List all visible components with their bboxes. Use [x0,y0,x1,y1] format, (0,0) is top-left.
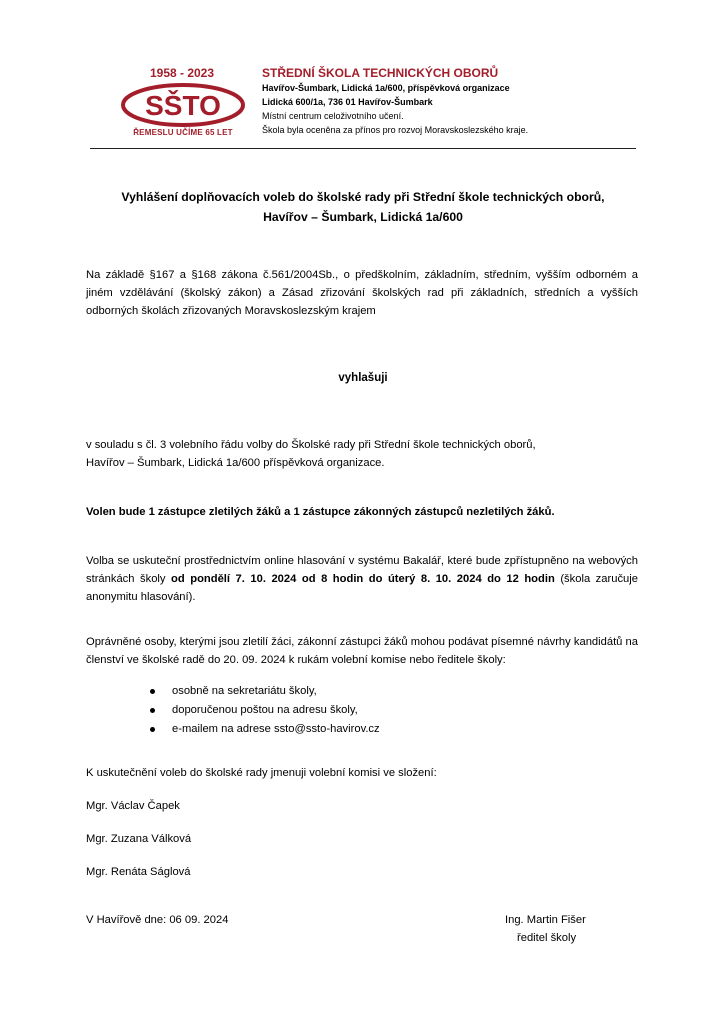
school-logo-icon [120,82,246,128]
announce-word: vyhlašuji [338,372,388,384]
list-item: doporučenou poštou na adresu školy, [150,701,380,720]
accordance-line-1: v souladu s čl. 3 volebního řádu volby do Školské rady při Střední škole technických oborů, [86,439,536,451]
logo-years: 1958 - 2023 [149,66,215,80]
voting-dates: od pondělí 7. 10. 2024 od 8 hodin do úterý 8. 10. 2024 do 12 hodin [171,573,555,585]
eligible-paragraph: Oprávněné osoby, kterými jsou zletilí žáci, zákonní zástupci žáků mohou podávat písemné návrhy kandidátů na členství ve školské radě do 20. 09. 2024 k rukám volební komise nebo ředitele školy: [86,636,638,666]
submission-methods-list [150,682,380,739]
commission-member: Mgr. Václav Čapek [86,800,180,812]
list-item: osobně na sekretariátu školy, [150,682,380,701]
list-item: e-mailem na adrese ssto@ssto-havirov.cz [150,720,380,739]
header-divider [90,148,636,149]
voting-text-post: (škola zaručuje anonymitu hlasování). [86,573,638,603]
commission-member: Mgr. Renáta Ságlová [86,866,191,878]
bullet-icon [150,708,155,713]
school-note-1: Místní centrum celoživotního učení. [262,111,404,121]
school-note-2: Škola byla oceněna za přínos pro rozvoj Moravskoslezského kraje. [262,125,529,135]
bullet-icon [150,689,155,694]
bullet-icon [150,727,155,732]
accordance-line-2: Havířov – Šumbark, Lidická 1a/600 příspěvková organizace. [86,457,385,469]
commission-member: Mgr. Zuzana Válková [86,833,192,845]
school-address-1: Havířov-Šumbark, Lidická 1a/600, příspěvková organizace [262,83,510,93]
school-info [262,66,528,137]
title-line-2: Havířov – Šumbark, Lidická 1a/600 [263,210,463,224]
accordance-paragraph [86,436,638,472]
date-line: V Havířově dne: 06 09. 2024 [86,914,229,926]
logo-motto: ŘEMESLU UČÍME 65 LET [133,128,233,137]
elected-statement: Volen bude 1 zástupce zletilých žáků a 1 zástupce zákonných zástupců nezletilých žáků. [86,506,555,518]
intro-paragraph: Na základě §167 a §168 zákona č.561/2004Sb., o předškolním, základním, středním, vyšším odborném a jiném vzdělávání (školský zákon) a Zásad zřizování školských rad při základních, středních a vyšších odborných školách zřizovaných Moravskoslezským krajem [86,269,638,317]
title-line-1: Vyhlášení doplňovacích voleb do školské rady při Střední škole technických oborů, [121,190,605,204]
signer-role: ředitel školy [517,932,577,944]
school-name: STŘEDNÍ ŠKOLA TECHNICKÝCH OBORŮ [262,66,499,80]
school-address-2: Lidická 600/1a, 736 01 Havířov-Šumbark [262,97,433,107]
logo-letters: SŠTO [145,90,221,121]
voting-paragraph [86,552,638,606]
voting-text-pre: Volba se uskuteční prostřednictvím online hlasování v systému Bakalář, které bude zpřístupněno na webových stránkách školy [86,555,638,585]
signer-name: Ing. Martin Fišer [505,914,586,926]
commission-intro: K uskutečnění voleb do školské rady jmenuji volební komisi ve složení: [86,767,437,779]
document-title [90,187,636,227]
